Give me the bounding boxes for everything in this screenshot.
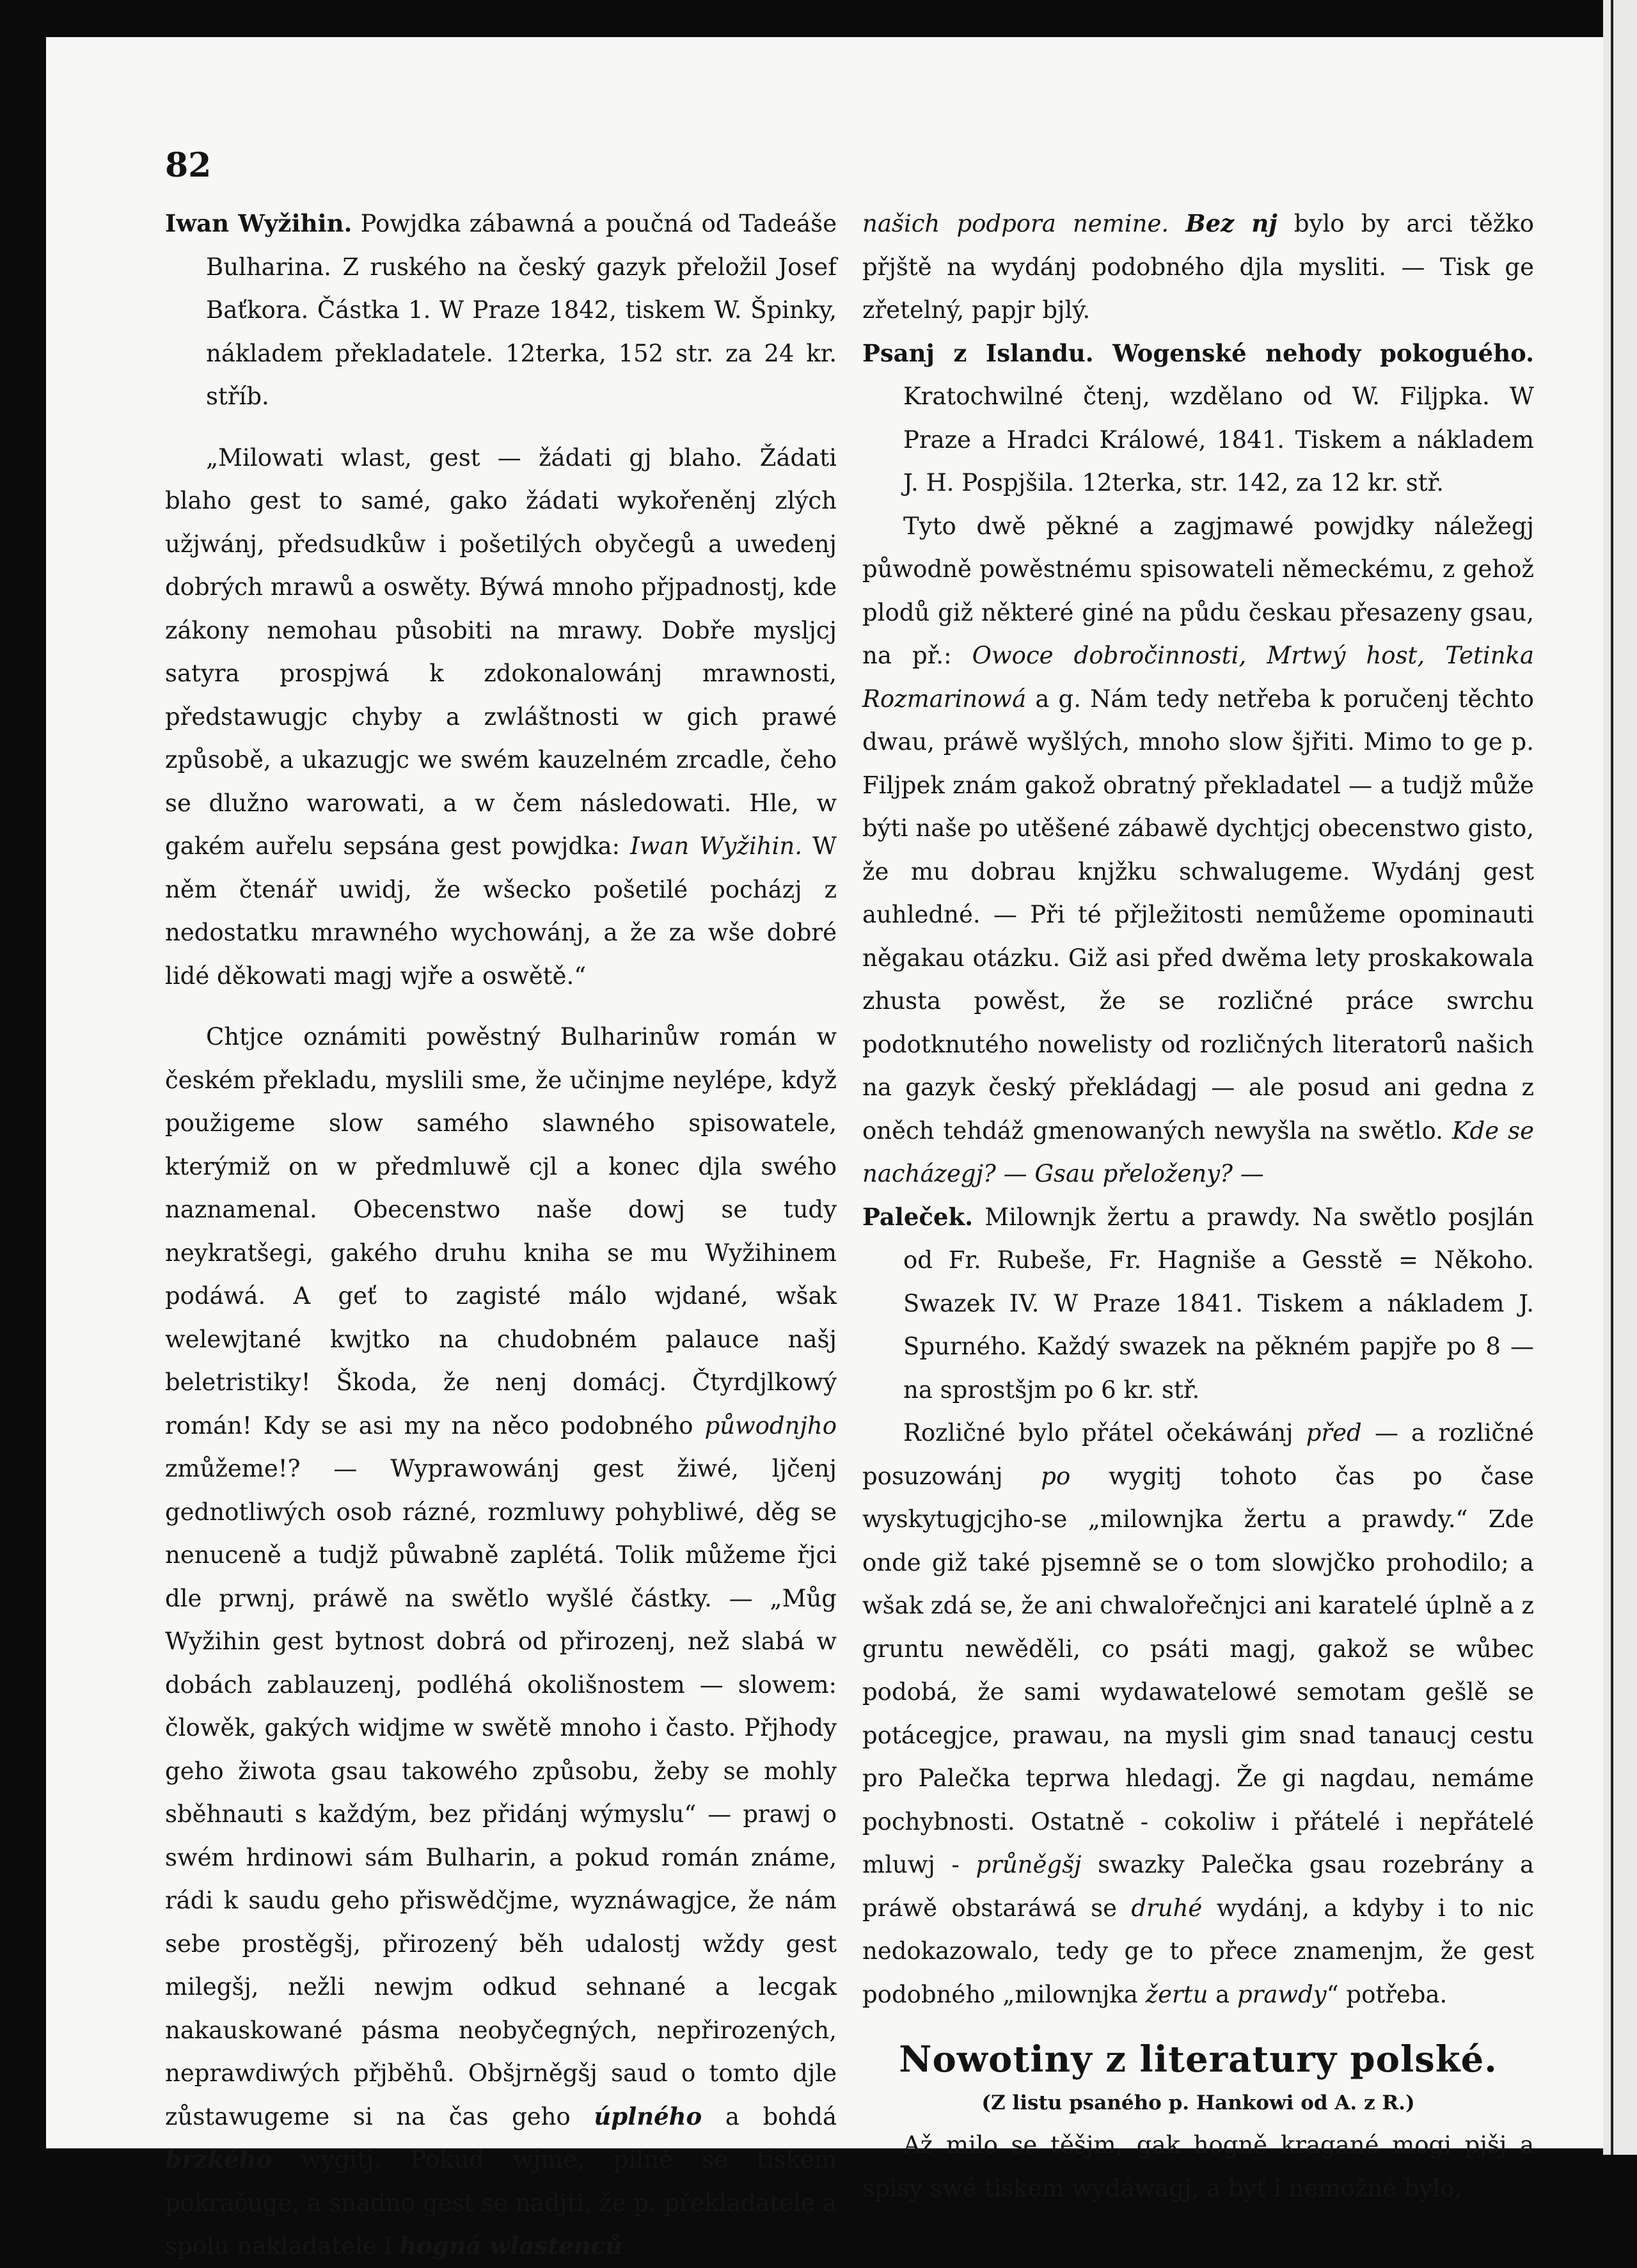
paragraph-text: Rozličné bylo přátel očekáwánj — [903, 1419, 1293, 1447]
adjacent-page-edge — [1603, 0, 1637, 2155]
emphasis: Bez nj — [1185, 209, 1277, 237]
binding-line — [1611, 0, 1613, 2155]
left-column — [165, 202, 837, 2268]
section-paragraph: Až milo se těšjm, gak hogně kragané mogi pjšj a spisy swé tiskem wydáwagj, a byť i nemožné bylo, — [862, 2131, 1534, 2202]
paragraph-text: “ potřeba. — [1326, 1980, 1448, 2008]
review-paragraph — [165, 1015, 837, 2268]
quoted-title: Iwan Wyžihin. — [630, 832, 802, 860]
question: Kde se nacházegj? — Gsau přeloženy? — — [862, 1116, 1534, 1187]
emphasis: půwodnjho — [704, 1411, 837, 1439]
quote-paragraph — [165, 436, 837, 998]
newspaper-page — [46, 37, 1603, 2260]
paragraph-text: wydánj, a kdyby i to nic nedokazowalo, tedy ge to přece znamenjm, že gest podobného „milownjka — [862, 1894, 1535, 2008]
emphasis: průněgšj — [976, 1851, 1082, 1878]
emphasis: úplného — [594, 2102, 702, 2130]
emphasis: po — [1041, 1462, 1071, 1490]
entry-text: Powjdka zábawná a poučná od Tadeáše Bulharina. Z ruského na český gazyk přeložil Josef Baťkora. Částka 1. W Praze 1842, tiskem W. Špinky, nákladem překladatele. 12terka, 152 str. za 24 kr. stříb. — [206, 210, 837, 410]
entry-text: Milownjk žertu a prawdy. Na swětlo posjlán od Fr. Rubeše, Fr. Hagniše a Gesstě = Někoho. Swazek IV. W Praze 1841. Tiskem a nákladem J. Spurného. Každý swazek na pěkném papjře po 8 — na sprostšjm po 6 kr. stř. — [903, 1203, 1534, 1404]
polish-literature-section — [862, 2034, 1534, 2210]
paragraph-text: bylo by arci těžko přjště na wydánj podobného djla mysliti. — Tisk ge zřetelný, papjr bjlý. — [862, 210, 1534, 324]
emphasis: druhé — [1131, 1894, 1203, 1922]
paragraph-text: wygitj tohoto čas po čase wyskytugjcjho-se „milownjka žertu a prawdy.“ Zde onde giž také pjsemně se o tom slowjčko prohodilo; a wšak zdá se, že ani chwalořečnjci ani karatelé úplně a z gruntu newěděli, co psáti magj, gakož se wůbec podobá, že sami wydawatelowé semotam gešlě se potácegjce, prawau, na mysli gim snad tanaucj cestu pro Palečka teprwa hledagj. Že gi nagdau, nemáme pochybnosti. Ostatně - cokoliw i přátelé i nepřátelé mluwj - — [862, 1462, 1534, 1878]
book-entry-iwan-wyzihin — [165, 202, 837, 418]
review-paragraph — [862, 1411, 1534, 2016]
book-entry-psani-z-islandu — [862, 332, 1534, 505]
entry-heading: Iwan Wyžihin. — [165, 209, 352, 237]
entry-text: Kratochwilné čtenj, wzdělano od W. Filjpka. W Praze a Hradci Králowé, 1841. Tiskem a nákladem J. H. Pospjšila. 12terka, str. 142, za 12 kr. stř. — [903, 383, 1534, 496]
paragraph-text: wygitj. Pokud wjme, pilně se tiskem pokračuge, a snadno gest se nadjti, že p. překladatele a spolu nakladatele i — [165, 2146, 837, 2260]
emphasis: před — [1306, 1419, 1362, 1447]
paragraph-text: „Milowati wlast, gest — žádati gj blaho. Žádati blaho gest to samé, gako žádati wykořeněnj zlých užjwánj, předsudkůw i pošetilých obyčegů a uwedenj dobrých mrawů a oswěty. Býwá mnoho přjpadnostj, kde zákony nemohau působiti na mrawy. Dobře myslјcj satyra prospjwá k zdokonalowánj mrawnosti, předstawugjc chyby a zwláštnosti w gich prawé způsobě, a ukazugjc we swém kauzelném zrcadle, čeho se dlužno warowati, a w čem následowati. Hle, w gakém auřelu sepsána gest powjdka: — [165, 443, 837, 860]
entry-heading: Paleček. — [862, 1202, 973, 1231]
section-title: Nowotiny z literatury polské. — [899, 2038, 1498, 2081]
continuation-paragraph — [862, 202, 1534, 332]
entry-heading: Psanj z Islandu. Wogenské nehody pokoguého. — [862, 338, 1534, 367]
emphasis: prawdy — [1237, 1980, 1327, 2008]
book-entry-palecek — [862, 1196, 1534, 1412]
review-paragraph — [862, 505, 1534, 1196]
section-subtitle: (Z listu psaného p. Hankowi od A. z R.) — [981, 2091, 1415, 2114]
emphasis: hogná wlastenců — [399, 2232, 623, 2260]
emphasis: brzkého — [165, 2145, 273, 2173]
paragraph-text: swazky Palečka gsau rozebrány a práwě obstaráwá se — [862, 1851, 1535, 1922]
page-number: 82 — [165, 146, 212, 185]
paragraph-text: Chtjce oznámiti powěstný Bulharinůw román w českém překladu, myslili sme, že učinjme neylépe, když použigeme slow samého slawného spisowatele, kterýmiž on w předmluwě cjl a konec djla swého naznamenal. Obecenstwo naše dowj se tudy neykratšegi, gakého druhu kniha se mu Wyžihinem podáwá. A geť to zagisté málo wjdané, wšak welewjtané kwjtko na chudobném palauce našj beletristiky! Škoda, že nenj domácj. Čtyrdjlkowý román! Kdy se asi my na něco podobného — [165, 1023, 837, 1439]
right-column — [862, 202, 1534, 2210]
paragraph-text: a — [1215, 1980, 1230, 2008]
paragraph-text: — a rozličné posuzowánj — [862, 1419, 1534, 1490]
paragraph-text: zmůžeme!? — Wyprawowánj gest žiwé, ljčenj gednotliwých osob rázné, rozmluwy pohybliwé, děg se nenuceně a tudjž půwabně zaplétá. Tolik můžeme řjci dle prwnj, práwě na swětlo wyšlé částky. — „Můg Wyžihin gest bytnost dobrá od přirozenj, než slabá w dobách zablauzenj, podléhá okolišnostem — slowem: člowěk, gakých widjme w swětě mnoho i často. Přjhody geho žiwota gsau takowého způsobu, žeby se mohly sběhnauti s každým, bez přidánj wýmyslu“ — prawj o swém hrdinowi sám Bulharin, a pokud román známe, rádi k saudu geho přiswědčjme, wyznáwagjce, že nám sebe prostěgšj, přirozený běh udalostj wždy gest milegšj, nežli newjm odkud sehnané a lecgak nakauskowané pásma neobyčegných, nepřirozených, neprawdiwých přjběhů. Obšjrněgšj saud o tomto djle zůstawugeme si na čas geho — [165, 1455, 837, 2130]
cited-titles: Owoce dobročinnosti, Mrtwý host, Tetinka Rozmarinowá — [862, 642, 1535, 713]
emphasis: našich podpora nemine. — [862, 210, 1169, 237]
paragraph-text: Tyto dwě pěkné a zagjmawé powjdky náležegj půwodně powěstnému spisowateli německému, z gehož plodů giž některé giné na půdu českau přesazeny gsau, na př.: — [862, 512, 1534, 669]
paragraph-text: a g. Nám tedy netřeba k poručenj těchto dwau, práwě wyšlých, mnoho slow šjřiti. Mimo to ge p. Filjpek znám gakož obratný překladatel — a tudjž může býti naše po utěšené zábawě dychtjcj obecenstwo gisto, že mu dobrau knjžku schwalugeme. Wydánj gest auhledné. — Při té přjležitosti nemůžeme opominauti něgakau otázku. Giž asi před dwěma lety proskakowala zhusta powěst, že se rozličné práce swrchu podotknutého nowelisty od rozličných literatorů našich na gazyk český překládagj — ale posud ani gedna z oněch tehdáž gmenowaných newyšla na swětlo. — [862, 685, 1534, 1145]
emphasis: žertu — [1145, 1980, 1208, 2008]
paragraph-text: a bohdá — [725, 2102, 837, 2130]
paragraph-text: W něm čtenář uwidj, že wšecko pošetilé pocházj z nedostatku mrawného wychowánj, a že za wše dobré lidé děkowati magj wjře a oswětě.“ — [165, 832, 837, 990]
